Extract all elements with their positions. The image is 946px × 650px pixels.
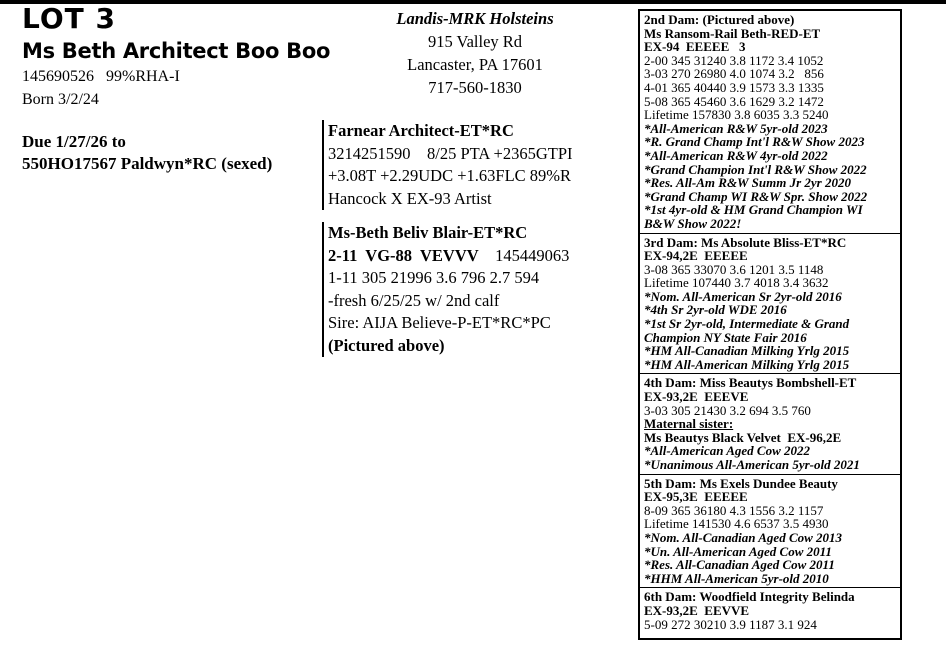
honor-line: *HM All-Canadian Milking Yrlg 2015 [644, 343, 850, 359]
sire-block [322, 120, 622, 210]
dam2-class: EX-94 EEEEE 3 [644, 39, 746, 55]
honor-line: *Grand Champion Int'l R&W Show 2022 [644, 161, 867, 177]
dam2-section [640, 13, 900, 234]
dam-pictured-note: (Pictured above) [328, 335, 445, 355]
honor-line: *All-American Aged Cow 2022 [644, 443, 810, 459]
maternal-sister-name: Ms Beautys Black Velvet EX-96,2E [644, 429, 842, 445]
dam3-title: 3rd Dam: Ms Absolute Bliss-ET*RC [644, 234, 847, 250]
dam5-title: 5th Dam: Ms Exels Dundee Beauty [644, 475, 838, 491]
pedigree-box [638, 9, 902, 640]
dam3-section [640, 236, 900, 375]
birth-date: Born 3/2/24 [22, 91, 99, 108]
dam6-class: EX-93,2E EEVVE [644, 602, 750, 618]
honor-line: *Nom. All-American Sr 2yr-old 2016 [644, 288, 842, 304]
honor-line: *Res. All-Canadian Aged Cow 2011 [644, 557, 835, 573]
dam5-records [644, 504, 900, 531]
record-line: Lifetime 141530 4.6 6537 3.5 4930 [644, 516, 829, 532]
consignor-block [360, 7, 590, 99]
honor-line: *Res. All-Am R&W Summ Jr 2yr 2020 [644, 175, 851, 191]
honor-line: *HHM All-American 5yr-old 2010 [644, 570, 829, 586]
honor-line: *HM All-American Milking Yrlg 2015 [644, 356, 850, 372]
record-line: Lifetime 107440 3.7 4018 3.4 3632 [644, 275, 829, 291]
maternal-sister-label: Maternal sister: [644, 416, 734, 432]
record-line: 8-09 365 36180 4.3 1556 3.2 1157 [644, 502, 824, 518]
dam2-honors [644, 122, 900, 231]
honor-line: *All-American R&W 4yr-old 2022 [644, 147, 828, 163]
honor-line: *Nom. All-Canadian Aged Cow 2013 [644, 529, 843, 545]
sire-traits: +3.08T +2.29UDC +1.63FLC 89%R [328, 166, 572, 185]
honor-line: *All-American R&W 5yr-old 2023 [644, 120, 828, 136]
dam-classification: 2-11 VG-88 VEVVV [328, 245, 479, 265]
bred-to-sire: 550HO17567 Paldwyn*RC (sexed) [22, 154, 273, 173]
honor-line: B&W Show 2022! [644, 215, 742, 231]
honor-line: *R. Grand Champ Int'l R&W Show 2023 [644, 134, 865, 150]
dam5-class: EX-95,3E EEEEE [644, 489, 748, 505]
dam6-title: 6th Dam: Woodfield Integrity Belinda [644, 589, 855, 605]
honor-line: *1st Sr 2yr-old, Intermediate & Grand [644, 316, 850, 332]
top-rule [0, 0, 946, 4]
consignor-farm: Landis-MRK Holsteins [396, 9, 554, 28]
record-line: 4-01 365 40440 3.9 1573 3.3 1335 [644, 79, 824, 95]
dam4-class: EX-93,2E EEEVE [644, 389, 749, 405]
dam5-honors [644, 531, 900, 585]
dam4-records [644, 404, 900, 418]
sire-lineage: Hancock X EX-93 Artist [328, 188, 492, 208]
dam-record: 1-11 305 21996 3.6 796 2.7 594 [328, 268, 540, 287]
dam5-section [640, 477, 900, 589]
dam2-name: Ms Ransom-Rail Beth-RED-ET [644, 25, 821, 41]
record-line: 5-08 365 45460 3.6 1629 3.2 1472 [644, 93, 824, 109]
dam3-class: EX-94,2E EEEEE [644, 248, 748, 264]
honor-line: *1st 4yr-old & HM Grand Champion WI [644, 202, 863, 218]
record-line: 3-03 305 21430 3.2 694 3.5 760 [644, 402, 811, 418]
consignor-city: Lancaster, PA 17601 [407, 55, 543, 74]
dam-name: Ms-Beth Beliv Blair-ET*RC [328, 223, 528, 242]
sire-name: Farnear Architect-ET*RC [328, 121, 514, 140]
cow-name: Ms Beth Architect Boo Boo [22, 39, 331, 63]
honor-line: *4th Sr 2yr-old WDE 2016 [644, 302, 787, 318]
record-line: 3-03 270 26980 4.0 1074 3.2 856 [644, 66, 824, 82]
dam-registration: 145449063 [495, 245, 570, 265]
sire-proof: 3214251590 8/25 PTA +2365GTPI [328, 143, 573, 163]
honor-line: Champion NY State Fair 2016 [644, 329, 807, 345]
record-line: 5-09 272 30210 3.9 1187 3.1 924 [644, 616, 817, 632]
dam-sire: Sire: AIJA Believe-P-ET*RC*PC [328, 313, 551, 332]
consignor-phone: 717-560-1830 [428, 78, 522, 97]
dam2-title: 2nd Dam: (Pictured above) [644, 12, 795, 27]
registration-number: 145690526 99%RHA-I [22, 68, 180, 85]
dam3-honors [644, 290, 900, 372]
record-line: Lifetime 157830 3.8 6035 3.3 5240 [644, 107, 829, 123]
dam4-section [640, 376, 900, 474]
dam4-honors [644, 444, 900, 471]
lot-number: LOT 3 [22, 2, 116, 35]
record-line: 2-00 345 31240 3.8 1172 3.4 1052 [644, 52, 824, 68]
dam6-section [640, 590, 900, 633]
honor-line: *Grand Champ WI R&W Spr. Show 2022 [644, 188, 868, 204]
dam6-records [644, 618, 900, 632]
honor-line: *Unanimous All-American 5yr-old 2021 [644, 457, 860, 472]
due-date: Due 1/27/26 to [22, 132, 126, 151]
dam-classification-row [328, 245, 622, 268]
dam-fresh: -fresh 6/25/25 w/ 2nd calf [328, 290, 500, 310]
record-line: 3-08 365 33070 3.6 1201 3.5 1148 [644, 261, 824, 277]
dam4-title: 4th Dam: Miss Beautys Bombshell-ET [644, 375, 857, 391]
consignor-street: 915 Valley Rd [427, 32, 523, 51]
dam2-records [644, 54, 900, 122]
dam-block [322, 222, 622, 357]
honor-line: *Un. All-American Aged Cow 2011 [644, 543, 832, 559]
pedigree-middle [322, 120, 622, 357]
dam3-records [644, 263, 900, 290]
